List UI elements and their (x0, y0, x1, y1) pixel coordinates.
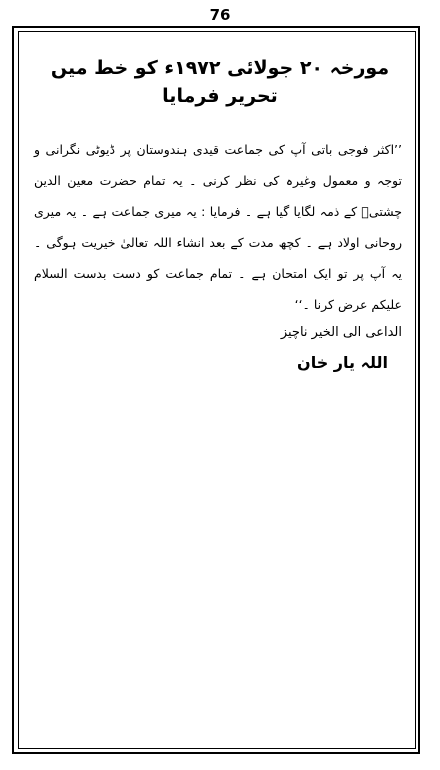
page-number: 76 (209, 6, 231, 24)
signature-salutation: الداعی الی الخیر ناچیز (280, 325, 402, 340)
letter-heading: مورخہ ۲۰ جولائی ۱۹۷۲ء کو خط میں تحریر فرمایا (50, 57, 390, 107)
signature-name: اللہ یار خان (297, 353, 388, 372)
letter-paragraph: ’’اکثر فوجی باتی آپ کی جماعت قیدی ہندوستان پر ڈیوٹی نگرانی و توجہ و معمول وغیرہ کی نظر کرنی ۔ یہ تمام حضرت معین الدین چشتیؒ کے ذمہ لگایا گیا ہے ۔ فرمایا : یہ میری جماعت ہے ۔ یہ میری روحانی اولاد ہے ۔ کچھ مدت کے بعد انشاء اللہ تعالیٰ خیریت ہوگی ۔ یہ آپ پر تو ایک امتحان ہے ۔ تمام جماعت کو دست بدست السلام علیکم عرض کرنا ۔‘‘ (34, 142, 402, 312)
signature-block (242, 318, 402, 378)
letter-body (34, 134, 402, 320)
